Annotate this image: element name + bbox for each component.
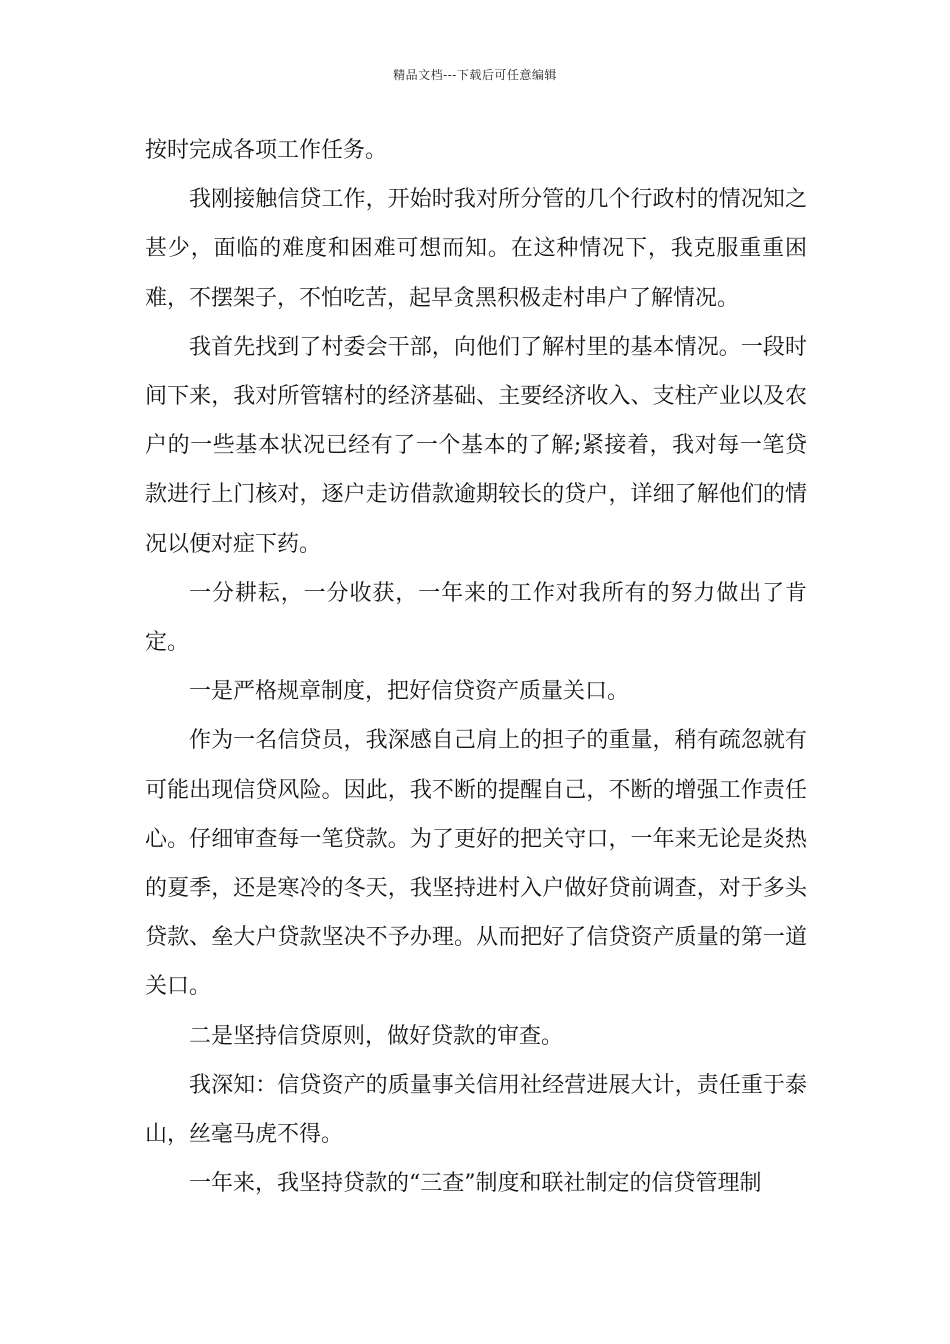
section-heading: 二是坚持信贷原则，做好贷款的审查。 xyxy=(189,1023,564,1049)
paragraph-continuation: 按时完成各项工作任务。 xyxy=(145,138,388,163)
paragraph: 作为一名信贷员，我深感自己肩上的担子的重量，稍有疏忽就有可能出现信贷风险。因此，我不断的提醒自己，不断的增强工作责任心。仔细审查每一笔贷款。为了更好的把关守口，一年来无论是炎热的夏季，还是寒冷的冬天，我坚持进村入户做好贷前调查，对于多头贷款、垒大户贷款坚决不予办理。从而把好了信贷资产质量的第一道关口。 xyxy=(145,728,807,1000)
paragraph: 我刚接触信贷工作，开始时我对所分管的几个行政村的情况知之甚少，面临的难度和困难可想而知。在这种情况下，我克服重重困难，不摆架子，不怕吃苦，起早贪黑积极走村串户了解情况。 xyxy=(145,187,807,311)
paragraph: 一年来，我坚持贷款的“三查”制度和联社制定的信贷管理制 xyxy=(189,1171,762,1197)
document-body xyxy=(145,126,807,1208)
paragraph: 一分耕耘，一分收获，一年来的工作对我所有的努力做出了肯定。 xyxy=(145,580,807,656)
paragraph: 我首先找到了村委会干部，向他们了解村里的基本情况。一段时间下来，我对所管辖村的经济基础、主要经济收入、支柱产业以及农户的一些基本状况已经有了一个基本的了解;紧接着，我对每一笔贷款进行上门核对，逐户走访借款逾期较长的贷户，详细了解他们的情况以便对症下药。 xyxy=(145,334,807,557)
page-header: 精品文档---下载后可任意编辑 xyxy=(393,68,557,82)
paragraph: 我深知：信贷资产的质量事关信用社经营进展大计，责任重于泰山，丝毫马虎不得。 xyxy=(145,1072,807,1148)
section-heading: 一是严格规章制度，把好信贷资产质量关口。 xyxy=(189,679,630,705)
